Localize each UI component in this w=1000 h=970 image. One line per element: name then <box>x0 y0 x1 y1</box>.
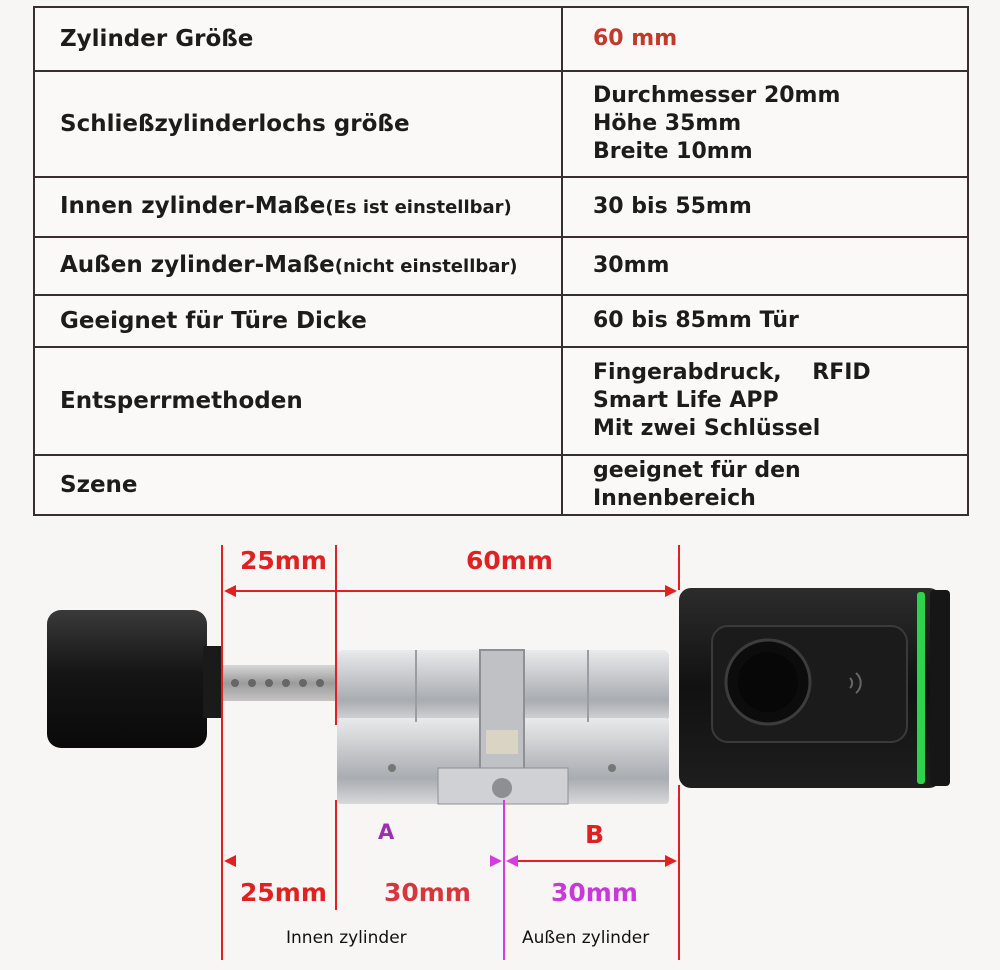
cylinder-illustration <box>0 530 1000 970</box>
spec-table <box>33 6 969 516</box>
inner-knob <box>47 610 223 748</box>
spec-key: Geeignet für Türe Dicke <box>34 295 562 347</box>
table-row <box>34 237 968 295</box>
spec-key: Schließzylinderlochs größe <box>34 71 562 177</box>
spec-value: 30 bis 55mm <box>562 177 968 237</box>
section-a-label: A <box>378 820 395 844</box>
dim-label-25mm-top: 25mm <box>240 546 327 575</box>
spec-key: Außen zylinder-Maße(nicht einstellbar) <box>34 237 562 295</box>
spec-value: 30mm <box>562 237 968 295</box>
table-row <box>34 177 968 237</box>
dim-label-25mm-bottom: 25mm <box>240 878 327 907</box>
smart-lock-body <box>679 588 950 788</box>
cylinder-diagram <box>0 530 1000 970</box>
table-row <box>34 7 968 71</box>
spec-value: Fingerabdruck, RFID Smart Life APP Mit zwei Schlüssel <box>562 347 968 455</box>
spec-key: Zylinder Größe <box>34 7 562 71</box>
spec-value: 60 mm <box>562 7 968 71</box>
spec-value: 60 bis 85mm Tür <box>562 295 968 347</box>
table-row <box>34 347 968 455</box>
spec-value: geeignet für den Innenbereich <box>562 455 968 515</box>
spec-key: Entsperrmethoden <box>34 347 562 455</box>
table-row <box>34 455 968 515</box>
cylinder-body <box>337 650 669 804</box>
adjustable-shaft <box>221 665 343 701</box>
spec-key-note: (Es ist einstellbar) <box>325 197 512 218</box>
section-b-label: B <box>585 820 605 849</box>
spec-key: Innen zylinder-Maße(Es ist einstellbar) <box>34 177 562 237</box>
table-row <box>34 295 968 347</box>
inner-cylinder-label: Innen zylinder <box>286 928 407 948</box>
spec-key: Szene <box>34 455 562 515</box>
table-row <box>34 71 968 177</box>
dim-label-30mm-inner: 30mm <box>384 878 471 907</box>
spec-key-note: (nicht einstellbar) <box>334 256 518 277</box>
outer-cylinder-label: Außen zylinder <box>522 928 650 948</box>
dim-label-30mm-outer: 30mm <box>551 878 638 907</box>
spec-value: Durchmesser 20mm Höhe 35mm Breite 10mm <box>562 71 968 177</box>
dim-label-60mm: 60mm <box>466 546 553 575</box>
